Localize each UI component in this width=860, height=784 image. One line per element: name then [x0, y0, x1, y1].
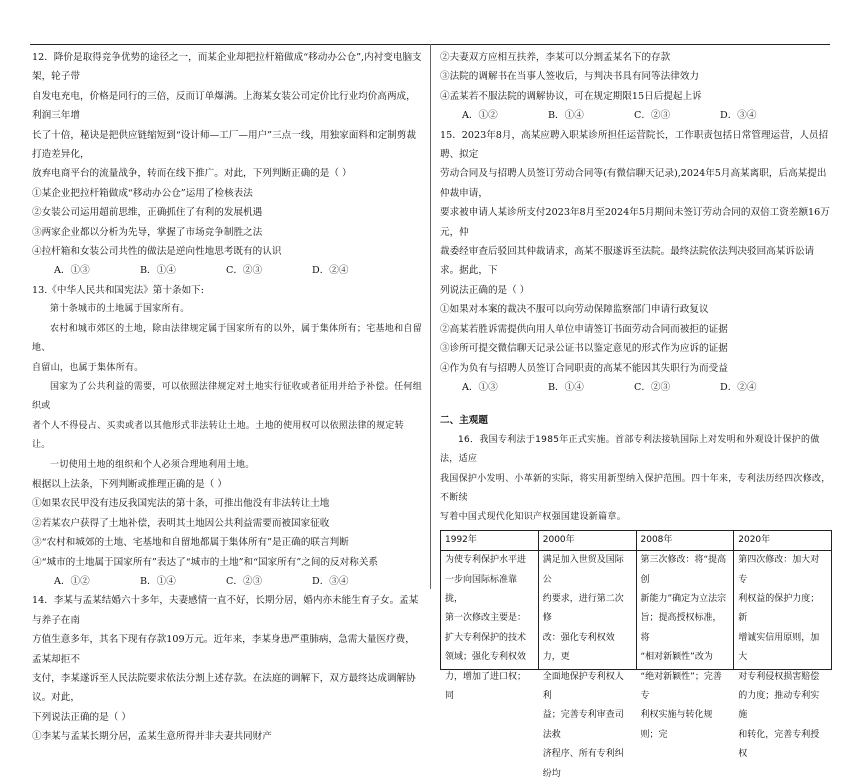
- q14-item: ②夫妻双方应相互扶养，李某可以分割孟某名下的存款: [440, 52, 671, 63]
- q13-quote-line: 农村和城市郊区的土地，除由法律规定属于国家所有的以外，属于集体所有；宅基地和自留地、: [32, 323, 423, 354]
- cell-line: 约要求，进行第二次修: [542, 593, 624, 624]
- question-12: [32, 48, 422, 281]
- q12-item: ③两家企业都以分析为先导，掌握了市场竞争制胜之法: [32, 226, 263, 238]
- right-column: [440, 48, 832, 779]
- option-c[interactable]: C．②③: [634, 110, 671, 122]
- q16-text-line: 16．我国专利法于1985年正式实施。首部专利法接轨国际上对发明和外观设计保护的做法，适应: [440, 434, 820, 465]
- q14-item: ④孟某若不服法院的调解协议，可在规定期限15日后提起上诉: [440, 90, 702, 102]
- table-cell-2020: [734, 551, 832, 760]
- cell-line: 力，增加了进口权；同: [445, 671, 527, 701]
- q12-stem-line: 长了十倍，秘诀是把供应链缩短到“设计师—工厂—用户”三点一线，用独家面料和定制剪裁打造差异化，: [32, 129, 416, 161]
- q13-stem: 13.《中华人民共和国宪法》第十条如下:: [32, 284, 204, 296]
- q15-item: ③诊所可提交微信聊天记录公证书以鉴定意见的形式作为应诉的证据: [440, 343, 728, 355]
- table-cell-1992: [441, 551, 539, 701]
- cell-line: 增诚实信用原则，加大: [738, 632, 820, 663]
- cell-line: 一步向国际标准靠拢，: [445, 574, 518, 604]
- cell-line: 对专利侵权损害赔偿: [738, 671, 820, 682]
- cell-line: 新能力”确定为立法宗: [640, 593, 727, 604]
- table-row: [441, 551, 832, 670]
- q13-item: ④“城市的土地属于国家所有”表达了“城市的土地”和“国家所有”之间的反对称关系: [32, 556, 379, 568]
- option-d[interactable]: D．②④: [312, 265, 349, 277]
- q12-item: ④拉杆箱和女装公司共性的做法是逆向性地思考既有的认识: [32, 246, 282, 258]
- q14-options: [462, 106, 832, 125]
- option-d[interactable]: D．③④: [312, 575, 349, 587]
- q15-stem-line: 15．2023年8月，高某应聘入职某诊所担任运营院长，工作职责包括日常管理运营，人员招聘、拟定: [440, 129, 829, 161]
- q13-item: ③“农村和城郊的土地、宅基地和自留地都属于集体所有”是正确的联言判断: [32, 537, 349, 549]
- q15-item: ④作为负有与招聘人员签订合同职责的高某不能因其失职行为而受益: [440, 362, 728, 374]
- question-16: [440, 431, 832, 779]
- q13-item: ②若某农户获得了土地补偿，表明其土地因公共利益需要而被国家征收: [32, 517, 330, 529]
- q14-stem-line: 下列说法正确的是（ ）: [32, 711, 131, 723]
- patent-revision-table: [440, 530, 832, 779]
- table-header-cell: 2020年: [734, 530, 832, 550]
- cell-line: 为使专利保护水平进: [445, 555, 527, 566]
- q12-stem-line: 自发电充电，价格是同行的三倍，反而订单爆满。上海某女装公司定价比行业均价高两成，利润三年增: [32, 90, 416, 122]
- option-b[interactable]: B．①④: [548, 110, 584, 122]
- q13-quote-line: 一切使用土地的组织和个人必须合理地利用土地。: [50, 459, 255, 470]
- cell-line: 改：强化专利权效力，更: [542, 632, 615, 663]
- option-d[interactable]: D．③④: [720, 110, 757, 122]
- cell-line: 满足加入世贸及国际公: [542, 555, 624, 585]
- cell-line: 益；完善专利审查司法救: [542, 710, 624, 740]
- table-header-row: [441, 530, 832, 550]
- question-15: [440, 126, 832, 398]
- cell-line: 旨；提高授权标准，将: [640, 613, 722, 643]
- option-a[interactable]: A．①③: [54, 265, 90, 277]
- option-b[interactable]: B．①④: [548, 381, 584, 393]
- option-a[interactable]: A．①③: [462, 381, 498, 393]
- q15-stem-line: 裁委经审查后驳回其仲裁请求，高某不服遂诉至法院。最终法院依法判决驳回高某诉讼请求。据此，下: [440, 246, 815, 277]
- cell-line: 利权益的保护力度；新: [738, 593, 820, 624]
- cell-line: “相对新颖性”改为: [640, 652, 713, 663]
- table-header-cell: 2008年: [636, 530, 734, 550]
- cell-line: “绝对新颖性”；完善专: [640, 671, 722, 701]
- q12-stem-line: 12．降价是取得竞争优势的途径之一，而某企业却把拉杆箱做成“移动办公仓”,内衬变电脑支架，轮子带: [32, 52, 422, 83]
- option-c[interactable]: C．②③: [226, 575, 263, 587]
- cell-line: 济程序、所有专利纠纷均: [542, 749, 624, 779]
- q14-item: ③法院的调解书在当事人签收后，与判决书具有同等法律效力: [440, 71, 700, 83]
- option-d[interactable]: D．②④: [720, 381, 757, 393]
- cell-line: 的力度；推动专利实施: [738, 691, 820, 721]
- column-divider: [430, 44, 431, 589]
- q12-stem-line: 放弃电商平台的流量战争，转而在线下推广。对此，下列判断正确的是（ ）: [32, 168, 352, 180]
- cell-line: 第一次修改主要是：: [445, 613, 527, 624]
- q12-item: ②女装公司运用超前思维，正确抓住了有利的发展机遇: [32, 207, 263, 219]
- left-column: [32, 48, 422, 747]
- option-b[interactable]: B．①④: [140, 265, 176, 277]
- q13-quote-line: 自留山，也属于集体所有。: [32, 362, 144, 373]
- option-a[interactable]: A．①②: [54, 575, 90, 587]
- cell-line: 全面地保护专利权人利: [542, 671, 624, 701]
- q14-stem-line: 14．李某与孟某结婚六十多年，夫妻感情一直不好，长期分居，婚内亦未能生育子女。孟某与养子在南: [32, 595, 419, 626]
- q15-options: [462, 378, 832, 397]
- q16-text-line: 我国保护小发明、小革新的实际，将实用新型纳入保护范围。四十年来，专利法历经四次修改，不断续: [440, 473, 831, 503]
- table-header-cell: 2000年: [538, 530, 636, 550]
- table-cell-2000: [538, 551, 636, 779]
- section-title: 二、主观题: [440, 415, 488, 427]
- q15-item: ②高某若胜诉需提供向用人单位申请签订书面劳动合同而被拒的证据: [440, 323, 728, 335]
- q15-stem-line: 劳动合同及与招聘人员签订劳动合同等(有微信聊天记录),2024年5月高某离职，后高某提出仲裁申请，: [440, 168, 827, 199]
- option-a[interactable]: A．①②: [462, 110, 498, 122]
- question-14: [32, 591, 422, 746]
- cell-line: 和转化，完善专利授权: [738, 729, 820, 760]
- q14-stem-line: 方值生意多年，其名下现有存款109万元。近年来，李某身患严重肺病，急需大量医疗费，孟某却拒不: [32, 634, 415, 665]
- q15-item: ①如果对本案的裁决不服可以向劳动保障监察部门申请行政复议: [440, 304, 709, 316]
- q15-stem-line: 要求被申请人某诊所支付2023年8月至2024年5月期间未签订劳动合同的双倍工资差额16万元，仲: [440, 207, 830, 238]
- option-c[interactable]: C．②③: [226, 265, 263, 277]
- q13-options: [54, 572, 422, 591]
- q13-quote-line: 国家为了公共利益的需要，可以依照法律规定对土地实行征收或者征用并给予补偿。任何组织或: [32, 381, 423, 412]
- q12-options: [54, 261, 422, 280]
- table-cell-2008: [636, 551, 734, 740]
- q16-text-line: 写着中国式现代化知识产权强国建设新篇章。: [440, 512, 627, 523]
- q13-item: ①如果农民甲没有违反我国宪法的第十条，可推出他没有非法转让土地: [32, 498, 330, 510]
- q13-ask: 根据以上法条，下列判断或推理正确的是（ ）: [32, 478, 227, 490]
- cell-line: 利权实施与转化规则；完: [640, 710, 713, 740]
- q14-item: ①李某与孟某长期分居，孟某生意所得并非夫妻共同财产: [32, 731, 272, 743]
- cell-line: 第四次修改：加大对专: [738, 555, 820, 585]
- q12-item: ①某企业把拉杆箱做成“移动办公仓”运用了检核表法: [32, 187, 253, 199]
- option-c[interactable]: C．②③: [634, 381, 671, 393]
- cell-line: 领域；强化专利权效: [445, 652, 527, 663]
- question-14-cont: [440, 48, 832, 126]
- q13-quote-line: 者个人不得侵占、买卖或者以其他形式非法转让土地。土地的使用权可以依照法律的规定转让。: [32, 420, 405, 451]
- cell-line: 扩大专利保护的技术: [445, 632, 527, 643]
- q13-quote-line: 第十条城市的土地属于国家所有。: [50, 304, 190, 315]
- option-b[interactable]: B．①④: [140, 575, 176, 587]
- q15-stem-line: 列说法正确的是（ ）: [440, 284, 530, 296]
- table-header-cell: 1992年: [441, 530, 539, 550]
- q14-stem-line: 支付，李某遂诉至人民法院要求依法分割上述存款。在法庭的调解下，双方最终达成调解协议。对此，: [32, 673, 416, 704]
- question-13: [32, 281, 422, 592]
- cell-line: 第三次修改：将“提高创: [640, 555, 727, 585]
